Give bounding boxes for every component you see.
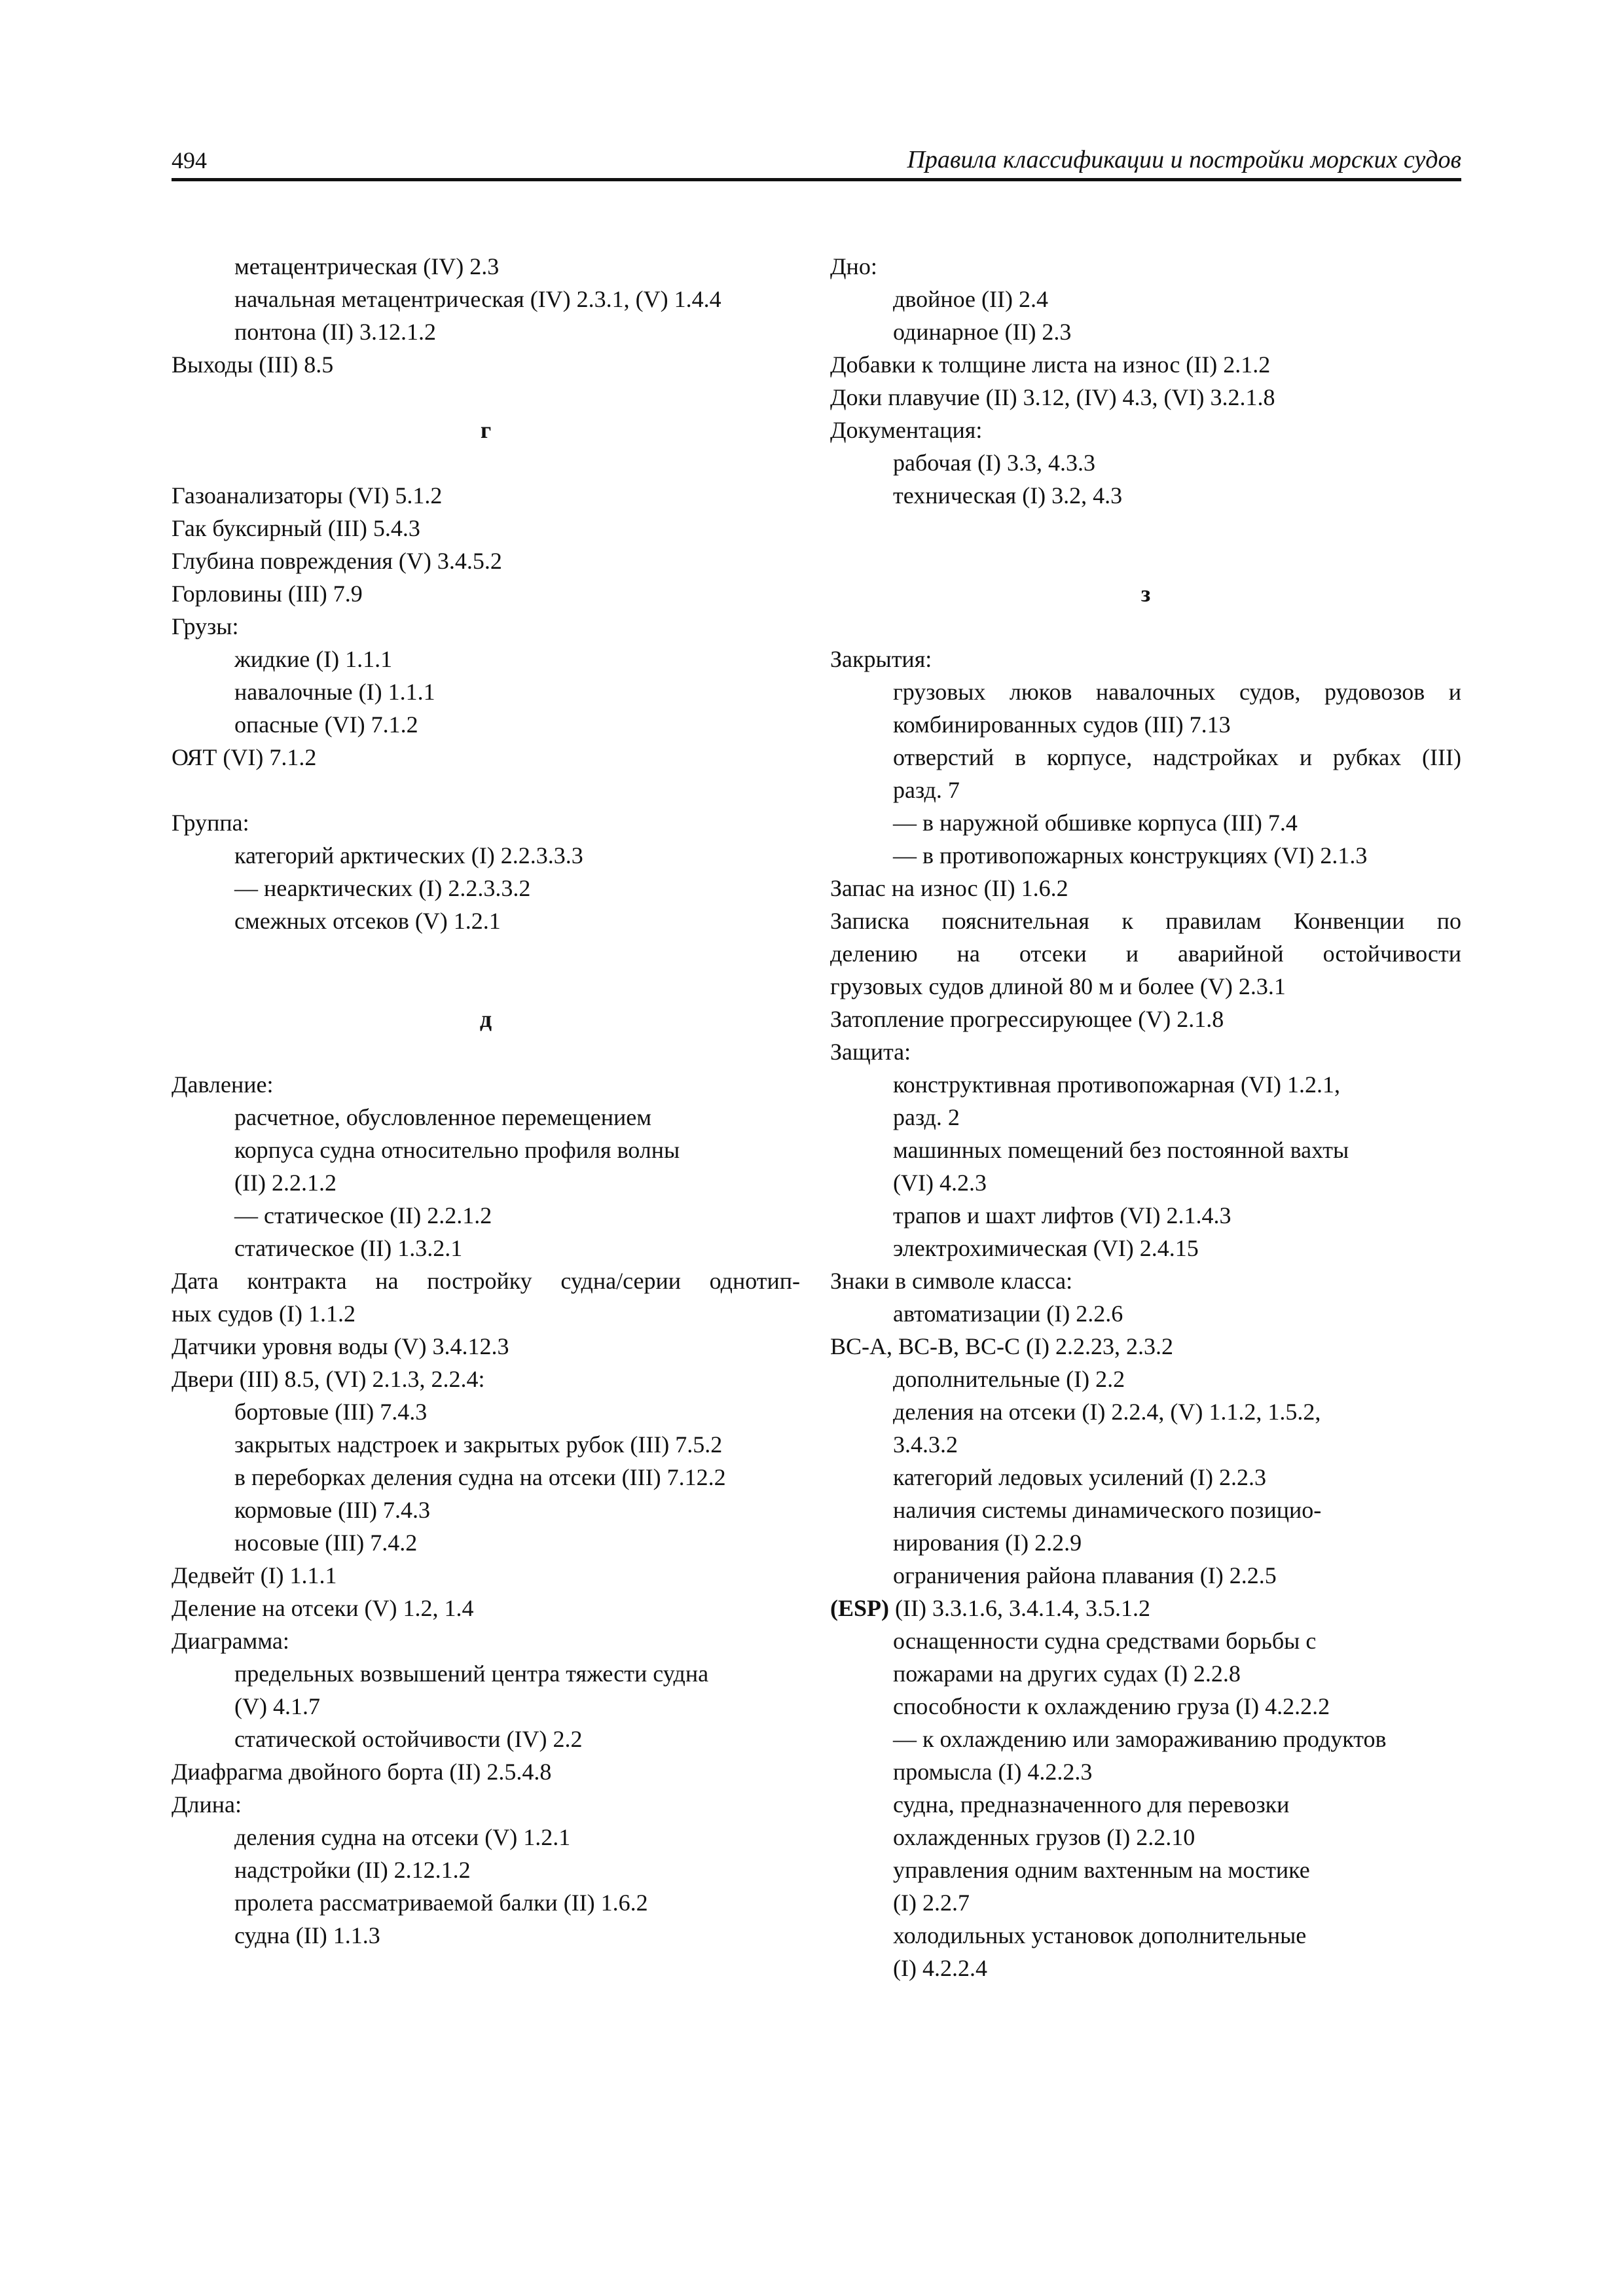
index-subentry: судна, предназначенного для перевозки [893, 1791, 1290, 1818]
section-letter-d: д [479, 1006, 492, 1032]
index-subentry: категорий арктических (I) 2.2.3.3.3 [234, 842, 583, 869]
spacer [172, 446, 800, 479]
index-subentry: корпуса судна относительно профиля волны [234, 1137, 680, 1163]
index-subentry: — к охлаждению или замораживанию продуктов [893, 1726, 1387, 1752]
index-subentry: двойное (II) 2.4 [893, 286, 1048, 312]
index-subentry: предельных возвышений центра тяжести судна [234, 1660, 709, 1687]
index-entry: Глубина повреждения (V) 3.4.5.2 [172, 548, 502, 574]
index-entry: Грузы: [172, 613, 239, 639]
spacer [172, 774, 800, 806]
index-subentry: (VI) 4.2.3 [893, 1170, 987, 1196]
index-subentry: надстройки (II) 2.12.1.2 [234, 1857, 471, 1883]
page-number: 494 [172, 147, 207, 173]
index-subentry: метацентрическая (IV) 2.3 [234, 253, 500, 279]
index-entry: Давление: [172, 1071, 274, 1098]
right-column [830, 250, 1461, 1984]
index-subentry: оснащенности судна средствами борьбы с [893, 1628, 1317, 1654]
index-subentry: ограничения района плавания (I) 2.2.5 [893, 1562, 1277, 1588]
index-subentry: разд. 7 [893, 777, 960, 803]
index-entry: Деление на отсеки (V) 1.2, 1.4 [172, 1595, 474, 1621]
index-entry: ных судов (I) 1.1.2 [172, 1300, 356, 1327]
spacer [172, 381, 800, 414]
index-subentry: дополнительные (I) 2.2 [893, 1366, 1125, 1392]
index-subentry: трапов и шахт лифтов (VI) 2.1.4.3 [893, 1202, 1231, 1229]
index-subentry: холодильных установок дополнительные [893, 1922, 1307, 1948]
index-subentry: — статическое (II) 2.2.1.2 [234, 1202, 492, 1229]
index-subentry: (V) 4.1.7 [234, 1693, 320, 1719]
index-subentry: бортовые (III) 7.4.3 [234, 1399, 428, 1425]
spacer [830, 610, 1461, 643]
index-subentry: жидкие (I) 1.1.1 [234, 646, 393, 672]
index-entry: Гак буксирный (III) 5.4.3 [172, 515, 420, 541]
section-letter-z: з [1140, 581, 1151, 607]
index-subentry: автоматизации (I) 2.2.6 [893, 1300, 1123, 1327]
esp-references: (II) 3.3.1.6, 3.4.1.4, 3.5.1.2 [889, 1595, 1150, 1621]
index-entry: ОЯТ (VI) 7.1.2 [172, 744, 317, 770]
index-entry: Дата контракта на постройку судна/серии однотип- [172, 1268, 800, 1294]
index-subentry: конструктивная противопожарная (VI) 1.2.1, [893, 1071, 1340, 1098]
index-entry: Защита: [830, 1039, 911, 1065]
index-entry: Горловины (III) 7.9 [172, 581, 363, 607]
index-subentry: способности к охлаждению груза (I) 4.2.2.2 [893, 1693, 1330, 1719]
index-entry: Группа: [172, 810, 249, 836]
spacer [172, 970, 800, 1003]
spacer [172, 937, 800, 970]
index-subentry: наличия системы динамического позицио- [893, 1497, 1322, 1523]
index-entry: Доки плавучие (II) 3.12, (IV) 4.3, (VI) 3.2.1.8 [830, 384, 1275, 410]
index-entry: Записка пояснительная к правилам Конвенции по [830, 908, 1461, 934]
index-subentry: носовые (III) 7.4.2 [234, 1530, 418, 1556]
index-entry: Дно: [830, 253, 877, 279]
index-subentry: (I) 4.2.2.4 [893, 1955, 987, 1981]
index-subentry: — в противопожарных конструкциях (VI) 2.1.3 [893, 842, 1368, 869]
index-entry: Диафрагма двойного борта (II) 2.5.4.8 [172, 1759, 552, 1785]
index-entry: BC-A, BC-B, BC-C (I) 2.2.23, 2.3.2 [830, 1333, 1174, 1359]
section-letter-g: г [480, 417, 492, 443]
index-subentry: в переборках деления судна на отсеки (III) 7.12.2 [234, 1464, 726, 1490]
index-subentry: (I) 2.2.7 [893, 1890, 970, 1916]
index-subentry: статической остойчивости (IV) 2.2 [234, 1726, 583, 1752]
index-subentry: кормовые (III) 7.4.3 [234, 1497, 431, 1523]
index-subentry: — в наружной обшивке корпуса (III) 7.4 [893, 810, 1298, 836]
index-subentry: смежных отсеков (V) 1.2.1 [234, 908, 501, 934]
index-subentry: начальная метацентрическая (IV) 2.3.1, (V) 1.4.4 [234, 286, 721, 312]
index-subentry: понтона (II) 3.12.1.2 [234, 319, 436, 345]
index-subentry: деления на отсеки (I) 2.2.4, (V) 1.1.2, 1.5.2, [893, 1399, 1321, 1425]
index-entry: Документация: [830, 417, 983, 443]
running-title: Правила классификации и постройки морских судов [907, 146, 1461, 173]
index-entry: Датчики уровня воды (V) 3.4.12.3 [172, 1333, 509, 1359]
esp-mark: (ESP) [830, 1595, 889, 1621]
index-entry: Дедвейт (I) 1.1.1 [172, 1562, 337, 1588]
index-subentry: закрытых надстроек и закрытых рубок (III) 7.5.2 [234, 1431, 723, 1458]
spacer [172, 1035, 800, 1068]
index-entry: грузовых судов длиной 80 м и более (V) 2.3.1 [830, 973, 1286, 999]
index-entry: Запас на износ (II) 1.6.2 [830, 875, 1068, 901]
index-subentry: промысла (I) 4.2.2.3 [893, 1759, 1093, 1785]
index-entry-esp [830, 1592, 1461, 1624]
index-entry: Закрытия: [830, 646, 932, 672]
index-subentry: нирования (I) 2.2.9 [893, 1530, 1082, 1556]
index-entry: Газоанализаторы (VI) 5.1.2 [172, 482, 443, 509]
index-entry: Затопление прогрессирующее (V) 2.1.8 [830, 1006, 1224, 1032]
index-subentry: (II) 2.2.1.2 [234, 1170, 337, 1196]
index-subentry: грузовых люков навалочных судов, рудовозов и [893, 679, 1461, 705]
index-entry: Знаки в символе класса: [830, 1268, 1073, 1294]
index-entry: Диаграмма: [172, 1628, 289, 1654]
index-entry: Выходы (III) 8.5 [172, 351, 334, 378]
index-subentry: управления одним вахтенным на мостике [893, 1857, 1310, 1883]
index-subentry: одинарное (II) 2.3 [893, 319, 1072, 345]
index-subentry: пожарами на других судах (I) 2.2.8 [893, 1660, 1241, 1687]
index-entry: делению на отсеки и аварийной остойчивости [830, 941, 1461, 967]
index-subentry: отверстий в корпусе, надстройках и рубках (III) [893, 744, 1461, 770]
index-subentry: техническая (I) 3.2, 4.3 [893, 482, 1123, 509]
index-subentry: пролета рассматриваемой балки (II) 1.6.2 [234, 1890, 648, 1916]
index-subentry: статическое (II) 1.3.2.1 [234, 1235, 463, 1261]
index-subentry: охлажденных грузов (I) 2.2.10 [893, 1824, 1195, 1850]
index-subentry: — неарктических (I) 2.2.3.3.2 [234, 875, 531, 901]
page-header [172, 145, 1461, 181]
index-subentry: электрохимическая (VI) 2.4.15 [893, 1235, 1199, 1261]
index-entry: Длина: [172, 1791, 242, 1818]
index-subentry: судна (II) 1.1.3 [234, 1922, 380, 1948]
index-subentry: разд. 2 [893, 1104, 960, 1130]
index-subentry: 3.4.3.2 [893, 1431, 958, 1458]
index-entry: Двери (III) 8.5, (VI) 2.1.3, 2.2.4: [172, 1366, 485, 1392]
index-subentry: деления судна на отсеки (V) 1.2.1 [234, 1824, 571, 1850]
index-entry: Добавки к толщине листа на износ (II) 2.1.2 [830, 351, 1271, 378]
spacer [830, 545, 1461, 577]
left-column [172, 250, 800, 1952]
index-subentry: комбинированных судов (III) 7.13 [893, 711, 1231, 738]
index-subentry: опасные (VI) 7.1.2 [234, 711, 418, 738]
index-subentry: расчетное, обусловленное перемещением [234, 1104, 652, 1130]
index-subentry: рабочая (I) 3.3, 4.3.3 [893, 450, 1095, 476]
spacer [830, 512, 1461, 545]
index-subentry: категорий ледовых усилений (I) 2.2.3 [893, 1464, 1267, 1490]
index-subentry: навалочные (I) 1.1.1 [234, 679, 435, 705]
index-subentry: машинных помещений без постоянной вахты [893, 1137, 1349, 1163]
